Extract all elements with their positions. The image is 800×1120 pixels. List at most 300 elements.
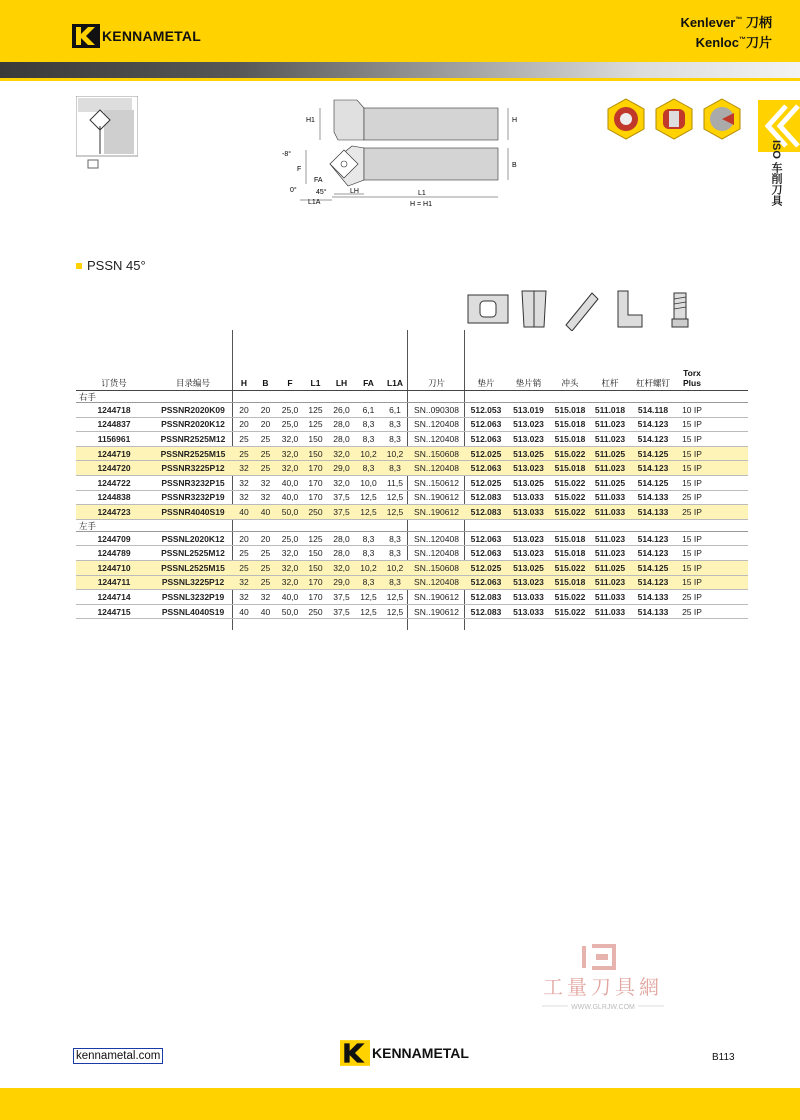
cell-torx-plus: 15 IP [682, 477, 702, 488]
label-angle-0: 0° [290, 187, 297, 194]
table-row [76, 605, 748, 620]
cell-b: 25 [260, 562, 271, 573]
col-shim-pin: 垫片销 [515, 378, 542, 388]
label-angle-45: 45° [316, 189, 327, 196]
col-torx-plus [676, 368, 708, 390]
table-row [76, 491, 748, 506]
cell-b: 32 [260, 492, 271, 503]
bullet-square-icon [76, 263, 82, 269]
cell-fa: 10,2 [360, 562, 377, 573]
cell-catalog-number: PSSNL4040S19 [161, 606, 225, 617]
cell-lever-screw: 514.125 [637, 477, 669, 488]
cell-insert: SN..150608 [414, 448, 459, 459]
cell-catalog-number: PSSNR3232P15 [161, 477, 225, 488]
col-l1a: L1A [386, 378, 404, 388]
cell-shim-pin: 513.033 [513, 492, 544, 503]
cell-order-number: 1244718 [97, 404, 131, 415]
cell-punch: 515.018 [554, 533, 586, 544]
cell-catalog-number: PSSNL3225P12 [161, 577, 225, 588]
cell-shim: 512.025 [470, 562, 502, 573]
cell-l1: 150 [308, 448, 323, 459]
cell-lever: 511.023 [594, 419, 626, 430]
cell-insert: SN..120408 [414, 577, 459, 588]
cell-shim-pin: 513.023 [513, 533, 544, 544]
watermark-logo-icon [582, 946, 614, 968]
cell-punch: 515.018 [554, 548, 586, 559]
cell-lever: 511.033 [594, 492, 626, 503]
cell-lh: 37,5 [333, 606, 350, 617]
cell-lever-screw: 514.123 [637, 577, 669, 588]
cell-lever: 511.023 [594, 433, 626, 444]
table-row [76, 418, 748, 433]
cell-punch: 515.022 [554, 448, 586, 459]
cell-lh: 29,0 [333, 577, 350, 588]
cell-h: 20 [239, 419, 249, 430]
cell-order-number: 1244722 [97, 477, 131, 488]
footer-logo [340, 1040, 469, 1066]
logo-wordmark: KENNAMETAL [102, 28, 201, 44]
col-shim: 垫片 [477, 378, 495, 388]
cell-f: 50,0 [281, 506, 299, 517]
cell-h: 25 [239, 548, 249, 559]
cell-punch: 515.018 [554, 419, 586, 430]
cell-fa: 12,5 [360, 506, 377, 517]
cell-lh: 32,0 [333, 477, 350, 488]
cell-insert: SN..120408 [414, 533, 459, 544]
lever-screw-icon [672, 293, 688, 327]
tm-mark: ™ [738, 36, 746, 44]
holder-thumbnail [76, 96, 138, 174]
table-row [76, 447, 748, 462]
tm-mark: ™ [735, 16, 743, 24]
side-section-label: ISO 车削刀具 [770, 140, 782, 207]
cell-b: 25 [260, 448, 271, 459]
cell-lh: 37,5 [333, 591, 350, 602]
cell-b: 40 [260, 506, 271, 517]
cell-torx-plus: 15 IP [682, 433, 702, 444]
cell-lever-screw: 514.123 [637, 433, 669, 444]
cell-torx-plus: 25 IP [682, 506, 702, 517]
cell-fa: 12,5 [360, 591, 377, 602]
cell-h: 25 [239, 562, 249, 573]
cell-insert: SN..120408 [414, 548, 459, 559]
cell-punch: 515.018 [554, 463, 586, 474]
cell-h: 20 [239, 404, 249, 415]
cell-shim-pin: 513.023 [513, 577, 544, 588]
cell-catalog-number: PSSNR3225P12 [161, 463, 225, 474]
cell-h: 25 [239, 448, 249, 459]
cell-l1a: 12,5 [386, 492, 404, 503]
cell-shim-pin: 513.023 [513, 463, 544, 474]
cell-lever-screw: 514.123 [637, 533, 669, 544]
cell-shim-pin: 513.019 [513, 404, 544, 415]
cell-punch: 515.022 [554, 606, 586, 617]
cell-f: 32,0 [281, 562, 299, 573]
label-b: B [512, 162, 517, 169]
cell-lh: 26,0 [333, 404, 350, 415]
watermark-title: 工量刀具網 [543, 975, 663, 999]
cell-lever: 511.033 [594, 606, 626, 617]
cell-catalog-number: PSSNR4040S19 [161, 506, 225, 517]
label-fa: FA [314, 177, 323, 184]
cell-lh: 28,0 [333, 533, 350, 544]
spare-part-icons [466, 287, 746, 331]
cell-insert: SN..190612 [414, 506, 459, 517]
cell-order-number: 1244837 [97, 419, 131, 430]
label-h1: H1 [306, 117, 315, 124]
cell-shim: 512.083 [470, 506, 502, 517]
cell-torx-plus: 25 IP [682, 492, 702, 503]
cell-f: 32,0 [281, 548, 299, 559]
cell-insert: SN..120408 [414, 419, 459, 430]
cell-l1a: 8,3 [389, 419, 401, 430]
cell-lever-screw: 514.123 [637, 548, 669, 559]
cell-shim-pin: 513.023 [513, 548, 544, 559]
watermark [538, 944, 668, 1014]
cell-punch: 515.022 [554, 506, 586, 517]
page-header [0, 0, 800, 62]
cell-shim: 512.063 [470, 463, 502, 474]
table-row [76, 590, 748, 605]
cell-b: 32 [260, 591, 271, 602]
col-punch: 冲头 [561, 378, 579, 388]
holder-dimension-drawing [272, 94, 532, 214]
cell-insert: SN..150612 [414, 477, 459, 488]
col-order-number: 订货号 [101, 378, 127, 388]
cell-f: 40,0 [281, 477, 299, 488]
cell-order-number: 1244714 [97, 591, 131, 602]
cell-f: 50,0 [281, 606, 299, 617]
cell-l1a: 6,1 [389, 404, 401, 415]
table-row [76, 561, 748, 576]
cell-catalog-number: PSSNR2020K09 [161, 404, 225, 415]
cell-h: 25 [239, 433, 249, 444]
cell-insert: SN..190612 [414, 606, 459, 617]
cell-lh: 37,5 [333, 492, 350, 503]
cell-torx-plus: 15 IP [682, 548, 702, 559]
section-title [76, 258, 146, 273]
cell-lh: 28,0 [333, 419, 350, 430]
cell-l1a: 12,5 [386, 591, 404, 602]
cell-lever-screw: 514.133 [637, 492, 669, 503]
cell-fa: 12,5 [360, 606, 377, 617]
cell-f: 32,0 [281, 448, 299, 459]
cell-catalog-number: PSSNR2525M15 [160, 448, 226, 459]
cell-catalog-number: PSSNR2525M12 [160, 433, 226, 444]
title-kenlever-cn: 刀柄 [745, 15, 772, 30]
cell-lever: 511.023 [594, 463, 626, 474]
cell-shim-pin: 513.023 [513, 419, 544, 430]
cell-shim: 512.063 [470, 433, 502, 444]
cell-torx-plus: 15 IP [682, 533, 702, 544]
cell-b: 25 [260, 577, 271, 588]
cell-lever: 511.023 [594, 548, 626, 559]
cell-l1: 170 [308, 477, 323, 488]
cell-f: 32,0 [281, 463, 299, 474]
cell-lh: 37,5 [333, 506, 350, 517]
left-hand-rows [76, 532, 748, 620]
cell-lever: 511.018 [594, 404, 626, 415]
cell-f: 25,0 [281, 404, 299, 415]
label-h-eq-h1: H = H1 [410, 201, 432, 208]
cell-shim-pin: 513.033 [513, 591, 544, 602]
table-row [76, 476, 748, 491]
cell-lever-screw: 514.133 [637, 506, 669, 517]
cell-l1: 150 [308, 562, 323, 573]
cell-shim-pin: 513.033 [513, 606, 544, 617]
cell-punch: 515.022 [554, 492, 586, 503]
cell-shim-pin: 513.025 [513, 562, 544, 573]
cell-lh: 32,0 [333, 562, 350, 573]
cell-torx-plus: 15 IP [682, 562, 702, 573]
cell-l1: 150 [308, 433, 323, 444]
cell-shim: 512.083 [470, 606, 502, 617]
cell-lever: 511.025 [594, 562, 626, 573]
cell-h: 32 [239, 492, 249, 503]
table-row [76, 546, 748, 561]
cell-l1a: 8,3 [389, 533, 401, 544]
cell-torx-plus: 15 IP [682, 577, 702, 588]
cell-fa: 12,5 [360, 492, 377, 503]
shim-icon [468, 295, 508, 323]
table-row [76, 461, 748, 476]
cell-lever: 511.033 [594, 591, 626, 602]
col-h: H [240, 378, 248, 388]
cell-fa: 8,3 [362, 433, 375, 444]
cell-shim: 512.025 [470, 448, 502, 459]
cell-shim-pin: 513.025 [513, 477, 544, 488]
kennametal-k-icon [340, 1040, 370, 1066]
cell-punch: 515.022 [554, 562, 586, 573]
cell-h: 40 [239, 506, 249, 517]
header-stripe-accent [0, 78, 800, 81]
cell-h: 40 [239, 606, 249, 617]
cell-fa: 8,3 [362, 548, 375, 559]
cell-catalog-number: PSSNL2020K12 [161, 533, 225, 544]
cell-l1a: 10,2 [386, 448, 404, 459]
cell-insert: SN..190612 [414, 591, 459, 602]
cell-order-number: 1244838 [97, 492, 131, 503]
cell-catalog-number: PSSNR2020K12 [161, 419, 225, 430]
product-table [76, 366, 748, 619]
cell-punch: 515.018 [554, 404, 586, 415]
cell-shim-pin: 513.033 [513, 506, 544, 517]
cell-torx-plus: 25 IP [682, 591, 702, 602]
col-lever: 杠杆 [601, 378, 619, 388]
col-insert: 刀片 [427, 378, 445, 388]
cell-l1: 125 [308, 533, 323, 544]
cell-b: 20 [260, 404, 271, 415]
right-hand-rows [76, 403, 748, 520]
group-left-hand: 左手 [76, 520, 748, 532]
cell-lh: 28,0 [333, 548, 350, 559]
cell-l1: 170 [308, 463, 323, 474]
col-f: F [287, 378, 293, 388]
cell-order-number: 1156961 [97, 433, 131, 444]
cell-shim: 512.063 [470, 548, 502, 559]
cell-shim: 512.083 [470, 492, 502, 503]
cell-lh: 28,0 [333, 433, 350, 444]
cell-order-number: 1244719 [97, 448, 131, 459]
cell-punch: 515.018 [554, 433, 586, 444]
cell-torx-plus: 10 IP [682, 404, 702, 415]
torx-label: Torx [683, 368, 701, 378]
cell-order-number: 1244720 [97, 463, 131, 474]
cell-shim-pin: 513.023 [513, 433, 544, 444]
cell-h: 32 [239, 477, 249, 488]
cell-f: 32,0 [281, 433, 299, 444]
cell-f: 40,0 [281, 492, 299, 503]
cell-shim: 512.063 [470, 533, 502, 544]
logo-wordmark: KENNAMETAL [372, 1045, 469, 1061]
cell-l1a: 8,3 [389, 433, 401, 444]
cell-l1: 170 [308, 492, 323, 503]
cell-catalog-number: PSSNL2525M12 [161, 548, 225, 559]
cell-insert: SN..120408 [414, 463, 459, 474]
punch-icon [566, 293, 598, 331]
cell-catalog-number: PSSNL3232P19 [161, 591, 225, 602]
cell-l1a: 8,3 [389, 548, 401, 559]
cell-lh: 32,0 [333, 448, 350, 459]
table-row [76, 576, 748, 591]
cell-h: 20 [239, 533, 249, 544]
cell-lever-screw: 514.125 [637, 448, 669, 459]
kennametal-logo [72, 23, 201, 49]
cell-lever: 511.023 [594, 533, 626, 544]
cell-lever: 511.025 [594, 477, 626, 488]
cell-order-number: 1244709 [97, 533, 131, 544]
cell-fa: 6,1 [362, 404, 375, 415]
cell-f: 40,0 [281, 591, 299, 602]
cell-lever: 511.023 [594, 577, 626, 588]
label-f: F [297, 166, 302, 173]
cell-fa: 8,3 [362, 577, 375, 588]
cell-fa: 10,2 [360, 448, 377, 459]
table-row [76, 505, 748, 520]
title-kenlever: Kenlever [680, 15, 736, 30]
cell-punch: 515.022 [554, 591, 586, 602]
cell-l1: 250 [308, 606, 323, 617]
cell-l1: 250 [308, 506, 323, 517]
cell-insert: SN..190612 [414, 492, 459, 503]
cell-insert: SN..120408 [414, 433, 459, 444]
cell-b: 20 [260, 533, 271, 544]
cell-b: 25 [260, 433, 271, 444]
cell-l1: 125 [308, 419, 323, 430]
col-lever-screw: 杠杆螺钉 [635, 378, 670, 388]
cell-shim: 512.025 [470, 477, 502, 488]
table-header-row [76, 366, 748, 390]
col-lh: LH [335, 378, 348, 388]
cell-shim: 512.063 [470, 419, 502, 430]
cell-lever-screw: 514.133 [637, 606, 669, 617]
cell-f: 25,0 [281, 419, 299, 430]
cell-l1: 170 [308, 577, 323, 588]
cell-b: 32 [260, 477, 271, 488]
cell-l1a: 10,2 [386, 562, 404, 573]
cell-order-number: 1244723 [97, 506, 131, 517]
cell-b: 40 [260, 606, 271, 617]
kennametal-k-icon [72, 24, 100, 48]
label-l1: L1 [418, 190, 426, 197]
lever-icon [618, 291, 642, 327]
cell-shim: 512.063 [470, 577, 502, 588]
section-title-text: PSSN 45° [87, 258, 146, 273]
cell-lever-screw: 514.133 [637, 591, 669, 602]
cell-lever: 511.025 [594, 448, 626, 459]
group-right-hand: 右手 [76, 391, 748, 403]
label-l1a: L1A [308, 199, 321, 206]
cell-lever-screw: 514.118 [637, 404, 669, 415]
label-h: H [512, 117, 518, 124]
cell-lever-screw: 514.123 [637, 419, 669, 430]
cell-insert: SN..150608 [414, 562, 459, 573]
cell-lh: 29,0 [333, 463, 350, 474]
label-lh: LH [350, 188, 359, 195]
cell-lever-screw: 514.125 [637, 562, 669, 573]
col-fa: FA [363, 378, 374, 388]
cell-lever-screw: 514.123 [637, 463, 669, 474]
cell-h: 32 [239, 577, 249, 588]
cell-order-number: 1244715 [97, 606, 131, 617]
cell-b: 25 [260, 548, 271, 559]
cell-fa: 8,3 [362, 463, 375, 474]
shim-pin-icon [522, 291, 546, 327]
cell-h: 32 [239, 591, 249, 602]
cell-fa: 8,3 [362, 533, 375, 544]
cell-f: 32,0 [281, 577, 299, 588]
application-icons [606, 97, 746, 141]
cell-fa: 8,3 [362, 419, 375, 430]
cell-b: 25 [260, 463, 271, 474]
cell-torx-plus: 25 IP [682, 606, 702, 617]
cell-fa: 10,0 [360, 477, 377, 488]
label-angle-neg8: -8° [282, 151, 292, 158]
col-b: B [262, 378, 269, 388]
title-kenloc-cn: 刀片 [745, 35, 772, 50]
cell-shim-pin: 513.025 [513, 448, 544, 459]
cell-l1a: 12,5 [386, 506, 404, 517]
cell-order-number: 1244789 [97, 548, 131, 559]
cell-l1a: 11,5 [387, 477, 403, 488]
cell-l1: 150 [308, 548, 323, 559]
cell-punch: 515.018 [554, 577, 586, 588]
cell-shim: 512.083 [470, 591, 502, 602]
cell-lever: 511.033 [594, 506, 626, 517]
cell-b: 20 [260, 419, 271, 430]
cell-catalog-number: PSSNR3232P19 [161, 492, 225, 503]
table-row [76, 432, 748, 447]
cell-torx-plus: 15 IP [682, 463, 702, 474]
cell-shim: 512.053 [470, 404, 502, 415]
cell-l1a: 8,3 [389, 577, 401, 588]
cell-torx-plus: 15 IP [682, 419, 702, 430]
col-l1: L1 [310, 378, 321, 388]
cell-l1: 170 [308, 591, 323, 602]
cell-f: 25,0 [281, 533, 299, 544]
cell-torx-plus: 15 IP [682, 448, 702, 459]
kennametal-website-link[interactable]: kennametal.com [73, 1048, 163, 1064]
cell-catalog-number: PSSNL2525M15 [161, 562, 225, 573]
footer-bar [0, 1088, 800, 1120]
page-number: B113 [712, 1052, 735, 1063]
cell-l1: 125 [308, 404, 323, 415]
title-kenloc: Kenloc [695, 35, 739, 50]
plus-label: Plus [683, 378, 701, 388]
cell-l1a: 12,5 [386, 606, 404, 617]
col-catalog-number: 目录编号 [175, 378, 210, 388]
cell-h: 32 [239, 463, 249, 474]
